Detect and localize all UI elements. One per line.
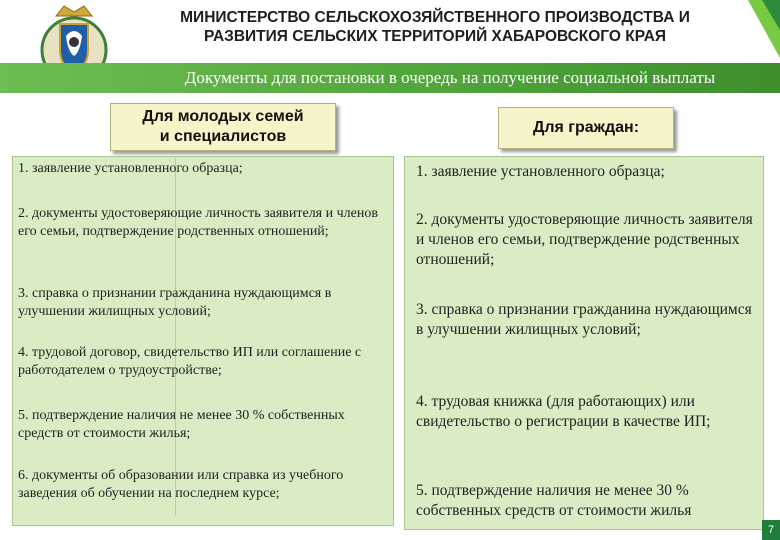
left-item-2: 2. документы удостоверяющие личность заявителя и членов его семьи, подтверждение родственных отношений; xyxy=(18,206,378,239)
left-item-3: 3. справка о признании гражданина нуждающимся в улучшении жилищных условий; xyxy=(18,286,332,319)
right-item-1: 1. заявление установленного образца; xyxy=(416,163,665,180)
left-item-5: 5. подтверждение наличия не менее 30 % собственных средств от стоимости жилья; xyxy=(18,408,345,441)
ministry-title-line2: РАЗВИТИЯ СЕЛЬСКИХ ТЕРРИТОРИЙ ХАБАРОВСКОГО КРАЯ xyxy=(203,28,667,45)
subtitle-bar xyxy=(0,63,780,93)
corner-decoration xyxy=(740,0,780,60)
left-item-6: 6. документы об образовании или справка из учебного заведения об обучении на последнем курсе; xyxy=(18,468,344,501)
left-title-line2: и специалистов xyxy=(159,128,287,145)
page-number: 7 xyxy=(762,520,780,540)
left-column-title xyxy=(110,103,336,151)
right-item-4: 4. трудовая книжка (для работающих) или свидетельство о регистрации в качестве ИП; xyxy=(416,393,711,430)
left-title-line1: Для молодых семей xyxy=(142,108,304,125)
right-item-3: 3. справка о признании гражданина нуждающимся в улучшении жилищных условий; xyxy=(416,301,752,338)
right-item-5: 5. подтверждение наличия не менее 30 % собственных средств от стоимости жилья xyxy=(416,482,692,519)
ministry-title-line1: МИНИСТЕРСТВО СЕЛЬСКОХОЗЯЙСТВЕННОГО ПРОИЗВОДСТВА И xyxy=(180,9,690,26)
left-item-1: 1. заявление установленного образца; xyxy=(18,161,243,176)
right-item-2: 2. документы удостоверяющие личность заявителя и членов его семьи, подтверждение родственных отношений; xyxy=(416,211,753,268)
header xyxy=(0,0,780,63)
subtitle: Документы для постановки в очередь на получение социальной выплаты xyxy=(184,68,716,87)
left-item-4: 4. трудовой договор, свидетельство ИП или соглашение с работодателем о трудоустройстве; xyxy=(18,345,362,378)
ministry-title xyxy=(120,8,750,46)
right-column-title: Для граждан: xyxy=(498,107,674,149)
